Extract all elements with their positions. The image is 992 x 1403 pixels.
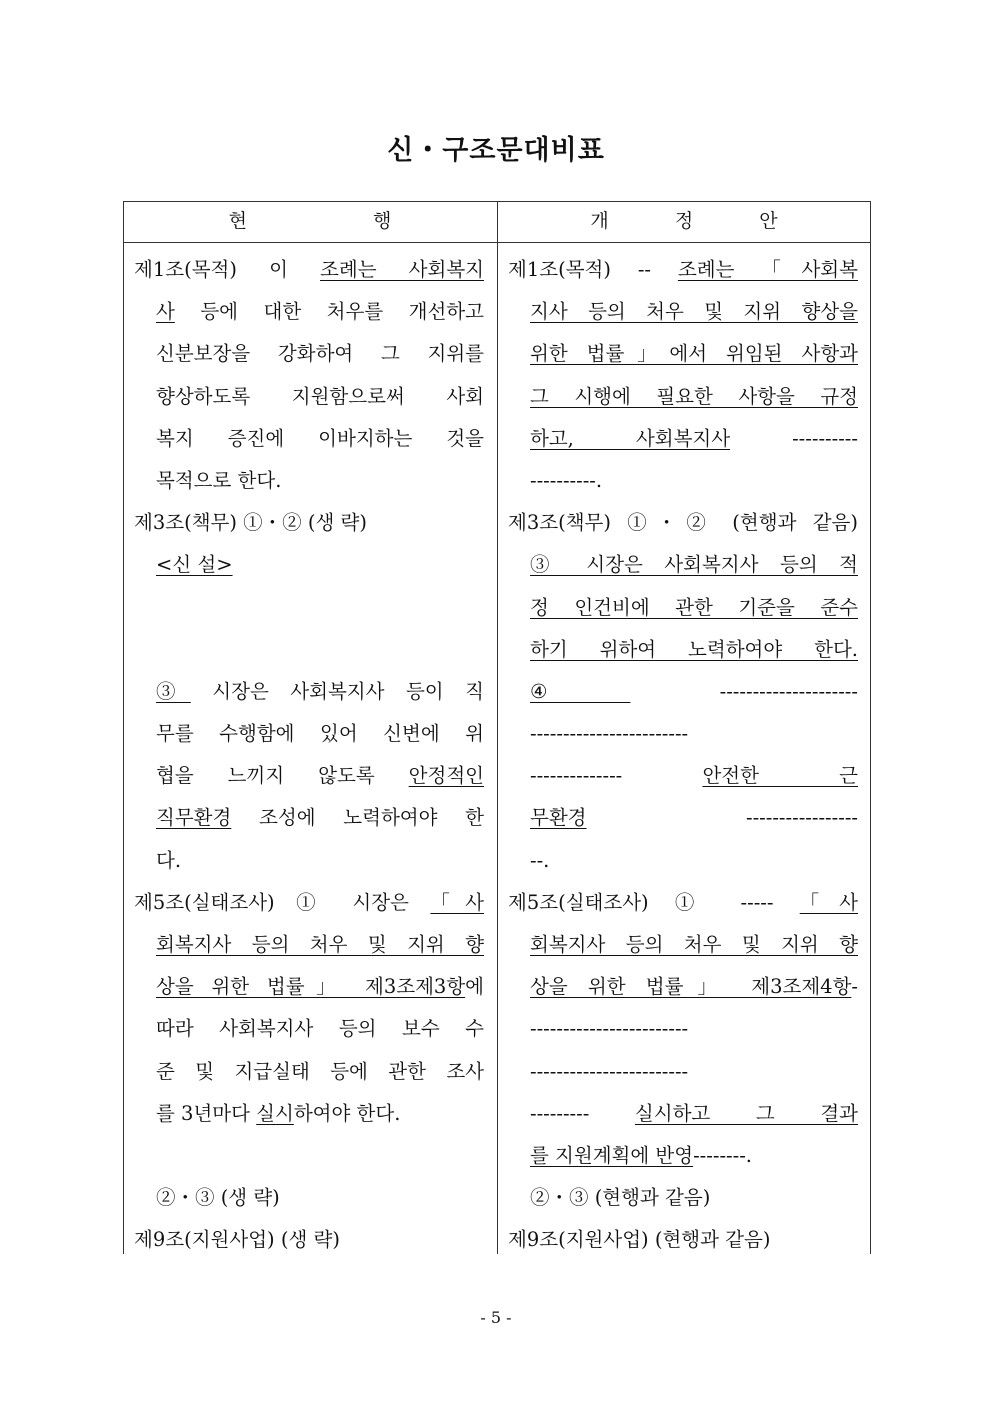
text-segment: 목적으로 한다. (156, 468, 282, 492)
text-segment: --------. (693, 1143, 753, 1167)
text-segment: 제5조(실태조사) ① 시장은 (134, 890, 431, 914)
current-text-line (134, 797, 484, 839)
proposed-text-line (508, 1008, 858, 1050)
proposed-text-line (508, 755, 858, 797)
underlined-text: 안전한 근 (702, 764, 858, 788)
text-segment: 복지 증진에 이바지하는 것을 (156, 426, 484, 450)
text-segment: 제9조(지원사업) (현행과 같음) (508, 1228, 771, 1252)
current-text-line (134, 460, 484, 502)
current-text-line (134, 1135, 484, 1177)
text-segment: ------------------------ (530, 1059, 689, 1083)
underlined-text: 하기 위하여 노력하여야 한다. (530, 637, 858, 661)
underlined-text: 정 인건비에 관한 기준을 준수 (530, 595, 858, 619)
proposed-text-line (508, 1177, 858, 1219)
current-text-line (134, 333, 484, 375)
underlined-text: 상을 위한 법률」 제3조제3항 (156, 975, 466, 999)
current-text-line (134, 1051, 484, 1093)
underlined-text: 사 (156, 300, 175, 324)
proposed-text-line (508, 671, 858, 713)
proposed-text-line (508, 629, 858, 671)
text-segment: 제3조(책무) ①・② (생 략) (134, 511, 367, 535)
text-segment: 를 3년마다 (156, 1101, 257, 1125)
proposed-text-line (508, 1093, 858, 1135)
underlined-text: 실시하고 그 결과 (634, 1101, 859, 1125)
current-text-line (134, 249, 484, 291)
text-segment: ---------- (730, 426, 858, 450)
text-segment: 무를 수행함에 있어 신변에 위 (156, 722, 484, 746)
underlined-text: 그 시행에 필요한 사항을 규정 (530, 384, 858, 408)
underlined-text: 지사 등의 처우 및 지위 향상을 (530, 300, 858, 324)
text-segment: ------------------------ (530, 722, 689, 746)
text-segment: 제1조(목적) 이 (134, 258, 321, 281)
current-text-line (134, 544, 484, 586)
current-text-line (134, 418, 484, 460)
proposed-text-line (508, 291, 858, 333)
text-segment: 따라 사회복지사 등의 보수 수 (156, 1017, 484, 1041)
current-text-line (134, 966, 484, 1008)
proposed-text-line (508, 924, 858, 966)
underlined-text: 를 지원계획에 반영 (530, 1143, 694, 1167)
proposed-text-line (508, 502, 858, 544)
text-segment: 다. (156, 848, 182, 872)
underlined-text: 조례는 사회복지 (320, 258, 484, 281)
current-text-line (134, 376, 484, 418)
text-segment: 향상하도록 지원함으로써 사회 (156, 384, 484, 408)
text-segment: - (851, 975, 858, 999)
text-segment: --------------------- (630, 679, 858, 703)
current-text-line (134, 882, 484, 924)
current-text-line (134, 671, 484, 713)
current-text-line (134, 587, 484, 629)
text-segment: 제5조(실태조사) ① ----- (508, 890, 800, 914)
document-title: 신・구조문대비표 (387, 135, 605, 166)
proposed-text-line (508, 544, 858, 586)
underlined-text: ③ 시장은 사회복지사 등의 적 (530, 553, 858, 577)
text-segment: 하여야 한다. (293, 1101, 401, 1125)
underlined-text: 실시 (256, 1101, 294, 1125)
text-segment: 협을 느끼지 않도록 (156, 764, 409, 788)
proposed-text-line (508, 1135, 858, 1177)
proposed-text-line (508, 418, 858, 460)
page-number: - 5 - (480, 1308, 512, 1327)
underlined-text: 위한 법률」에서 위임된 사항과 (530, 342, 858, 366)
text-segment: 제3조(책무) ①・② (현행과 같음) (508, 511, 858, 535)
underlined-text: 하고, 사회복지사 (530, 426, 731, 450)
proposed-text-line (508, 333, 858, 375)
header-current: 현 행 (228, 210, 452, 232)
underlined-text: 안정적인 (408, 764, 484, 788)
text-segment: -------------- (530, 764, 703, 788)
text-segment: 등에 대한 처우를 개선하고 (174, 300, 484, 324)
underlined-text: ④ (530, 679, 631, 703)
text-segment: --------- (530, 1101, 635, 1125)
current-text-line (134, 1177, 484, 1219)
current-text-line (134, 629, 484, 671)
current-column (134, 249, 484, 1262)
text-segment: 조성에 노력하여야 한 (231, 806, 484, 830)
current-text-line (134, 502, 484, 544)
proposed-text-line (508, 1051, 858, 1093)
text-segment: ----------. (530, 468, 603, 492)
proposed-text-line (508, 249, 858, 291)
header-proposed: 개 정 안 (590, 210, 808, 232)
proposed-text-line (508, 840, 858, 882)
current-text-line (134, 1219, 484, 1261)
text-segment: ----------------- (586, 806, 858, 830)
column-divider (497, 201, 498, 1254)
underlined-text: 무환경 (530, 806, 587, 830)
text-segment: 제9조(지원사업) (생 략) (134, 1228, 340, 1252)
proposed-text-line (508, 1219, 858, 1261)
proposed-text-line (508, 882, 858, 924)
text-segment: 신분보장을 강화하여 그 지위를 (156, 342, 484, 366)
current-text-line (134, 291, 484, 333)
current-text-line (134, 713, 484, 755)
text-segment: 준 및 지급실태 등에 관한 조사 (156, 1059, 484, 1083)
proposed-column (508, 249, 858, 1262)
text-segment: ------------------------ (530, 1017, 689, 1041)
underlined-text: <신 설> (156, 553, 233, 577)
underlined-text: 회복지사 등의 처우 및 지위 향 (156, 933, 484, 956)
underlined-text: 상을 위한 법률」 제3조제4항 (530, 975, 852, 999)
underlined-text: ③ (156, 679, 191, 703)
proposed-text-line (508, 587, 858, 629)
text-segment: 제1조(목적) -- (508, 258, 678, 281)
text-segment: 시장은 사회복지사 등이 직 (190, 679, 484, 703)
current-text-line (134, 755, 484, 797)
proposed-text-line (508, 376, 858, 418)
proposed-text-line (508, 966, 858, 1008)
proposed-text-line (508, 713, 858, 755)
comparison-table (123, 201, 871, 1254)
text-segment: --. (530, 848, 550, 872)
proposed-text-line (508, 460, 858, 502)
underlined-text: 직무환경 (156, 806, 232, 830)
underlined-text: 「사 (430, 890, 484, 914)
text-segment: ②・③ (생 략) (156, 1186, 280, 1210)
current-text-line (134, 1008, 484, 1050)
proposed-text-line (508, 797, 858, 839)
current-text-line (134, 924, 484, 966)
underlined-text: 「사 (799, 890, 859, 914)
current-text-line (134, 1093, 484, 1135)
text-segment: ②・③ (현행과 같음) (530, 1186, 711, 1210)
current-text-line (134, 840, 484, 882)
underlined-text: 조례는 「사회복 (677, 258, 858, 281)
underlined-text: 회복지사 등의 처우 및 지위 향 (530, 933, 858, 956)
text-segment: 에 (465, 975, 484, 999)
